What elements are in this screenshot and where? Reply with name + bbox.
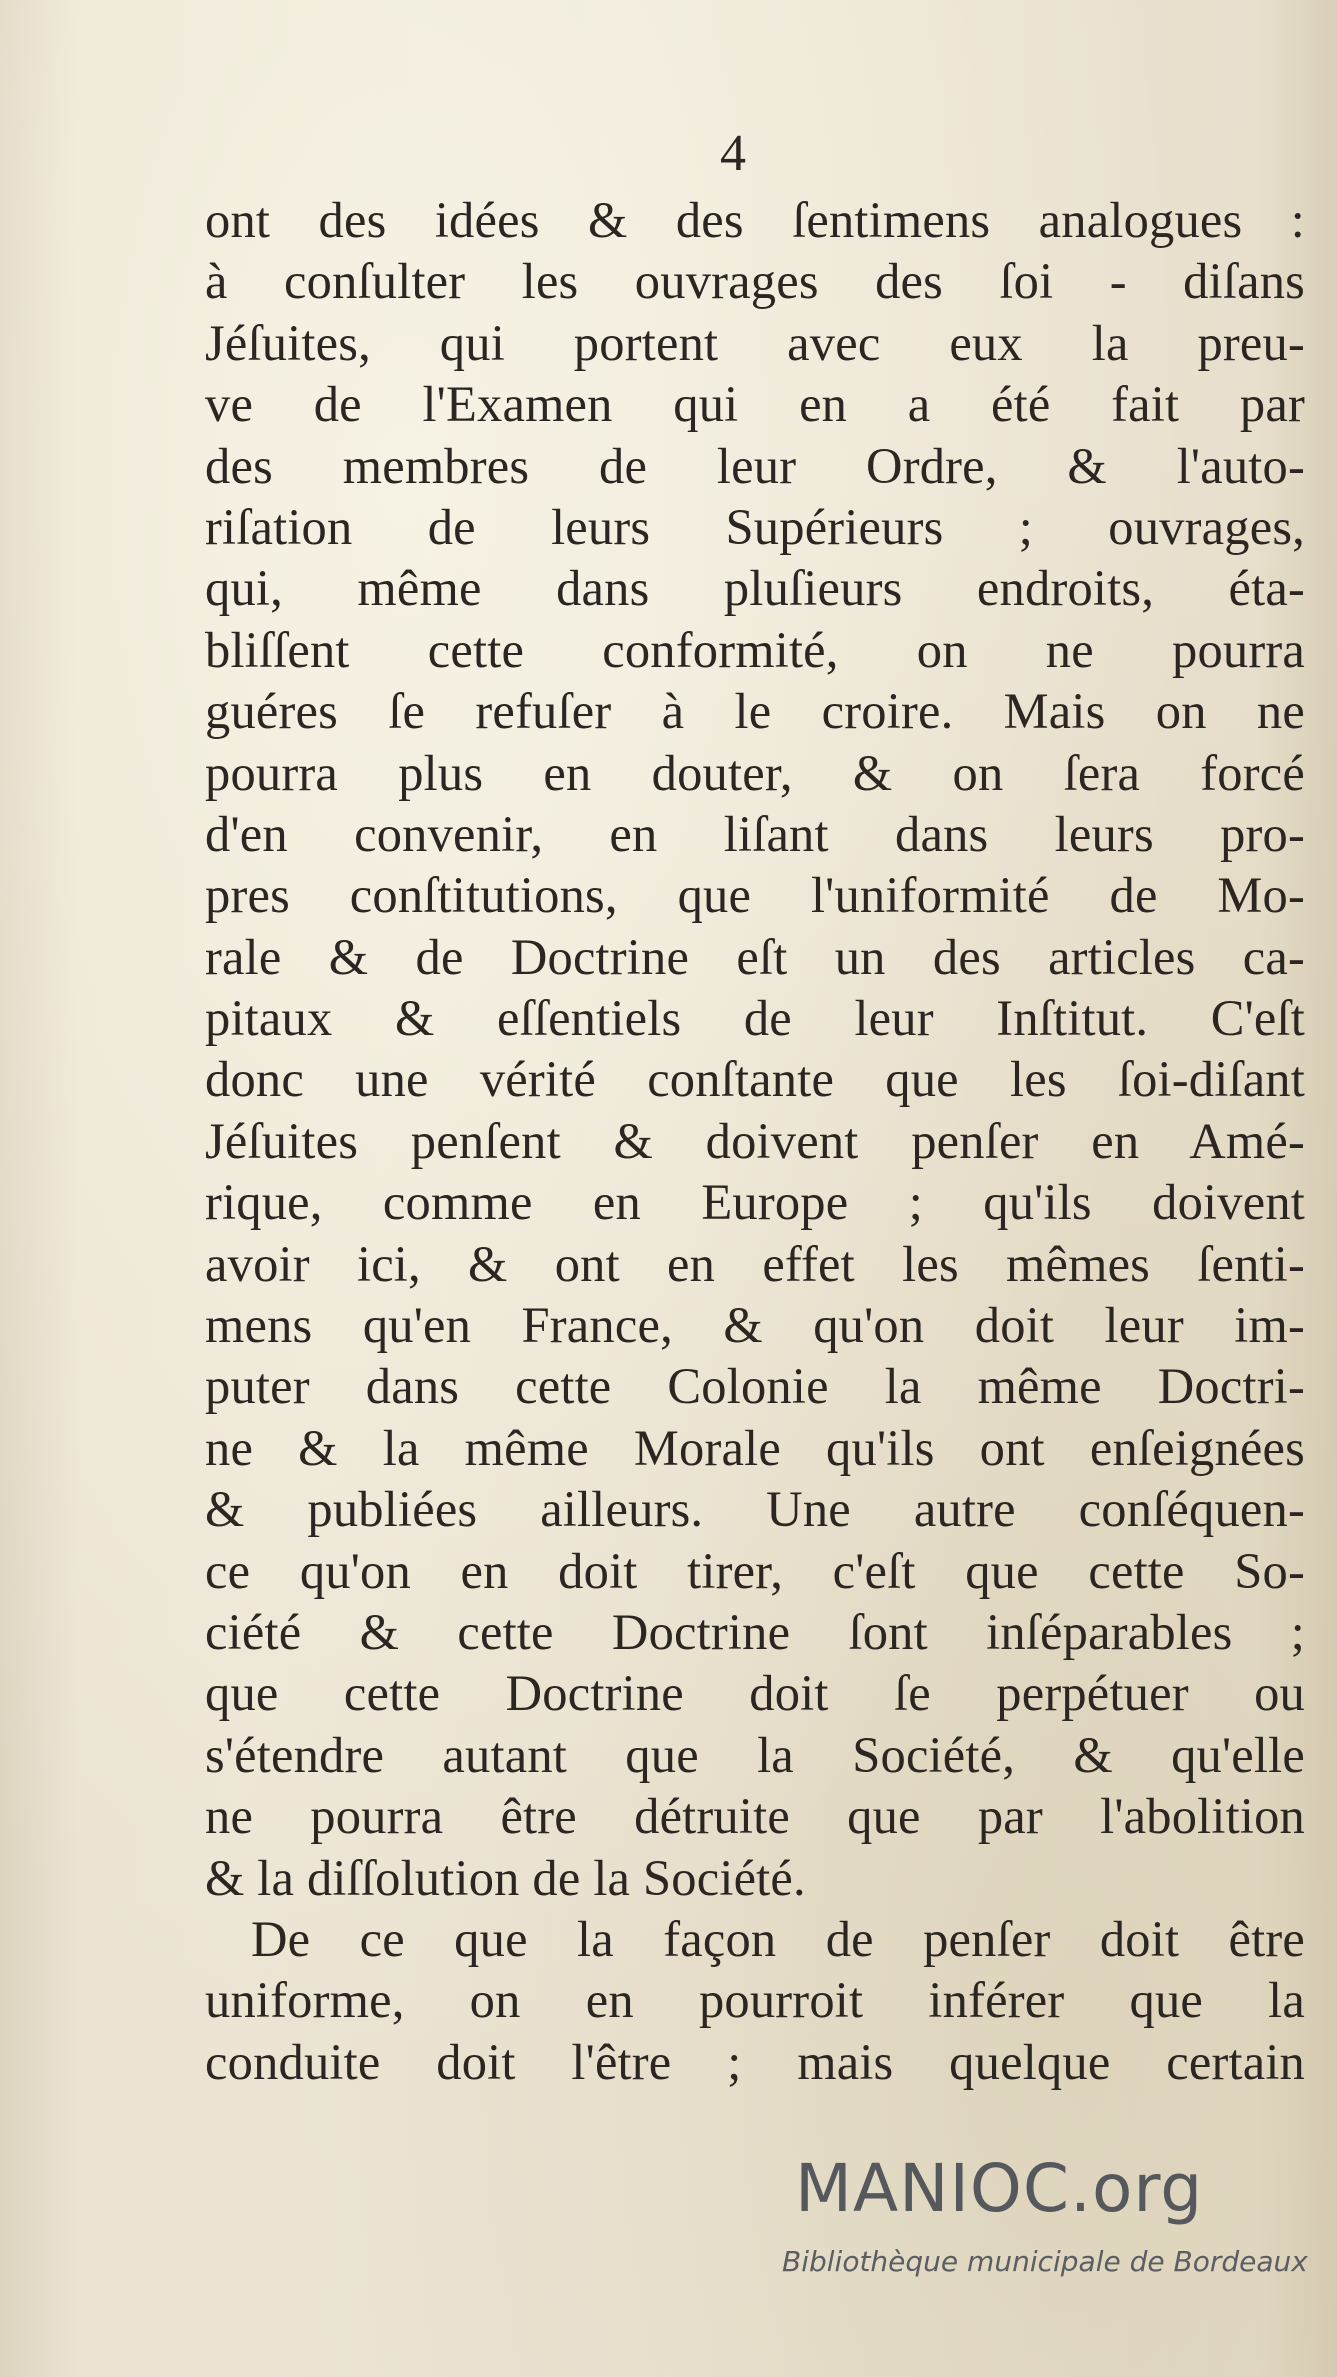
text-line: bliſſent cette conformité, on ne pourra: [205, 621, 1305, 678]
text-line: guéres ſe refuſer à le croire. Mais on ne: [205, 683, 1305, 740]
text-line: donc une vérité conſtante que les ſoi-diſant: [205, 1051, 1305, 1108]
text-line: qui, même dans pluſieurs endroits, éta-: [205, 560, 1305, 617]
text-line: ont des idées & des ſentimens analogues :: [205, 192, 1305, 248]
text-block: [205, 190, 1305, 2093]
text-line: & publiées ailleurs. Une autre conſéquen-: [205, 1481, 1305, 1538]
text-line: pourra plus en douter, & on ſera forcé: [205, 744, 1305, 801]
text-line: que cette Doctrine doit ſe perpétuer ou: [205, 1665, 1305, 1722]
text-line: ce qu'on en doit tirer, c'eſt que cette So-: [205, 1542, 1305, 1599]
text-line: uniforme, on en pourroit inférer que la: [205, 1972, 1305, 2029]
text-line: Jéſuites, qui portent avec eux la preu-: [205, 314, 1305, 371]
text-line: ciété & cette Doctrine ſont inſéparables ;: [205, 1603, 1305, 1660]
text-line: des membres de leur Ordre, & l'auto-: [205, 437, 1305, 494]
text-line: d'en convenir, en liſant dans leurs pro-: [205, 805, 1305, 862]
watermark-subtitle: Bibliothèque municipale de Bordeaux: [782, 2245, 1308, 2278]
text-line: s'étendre autant que la Société, & qu'elle: [205, 1726, 1305, 1783]
text-line: mens qu'en France, & qu'on doit leur im-: [205, 1297, 1305, 1354]
page-number: 4: [720, 125, 746, 182]
text-line: De ce que la façon de penſer doit être: [251, 1910, 1305, 1967]
text-line: ve de l'Examen qui en a été fait par: [205, 376, 1305, 433]
text-line: ne & la même Morale qu'ils ont enſeignées: [205, 1419, 1305, 1476]
text-line: pitaux & eſſentiels de leur Inſtitut. C'eſt: [205, 990, 1305, 1047]
text-line: à conſulter les ouvrages des ſoi - diſans: [205, 253, 1305, 310]
text-line: avoir ici, & ont en effet les mêmes ſenti-: [205, 1235, 1305, 1292]
text-line: conduite doit l'être ; mais quelque certain: [205, 2033, 1305, 2090]
text-line: riſation de leurs Supérieurs ; ouvrages,: [205, 498, 1305, 555]
watermark-logo: MANIOC.org: [795, 2150, 1204, 2227]
watermark: [770, 2150, 1310, 2320]
text-line: ne pourra être détruite que par l'abolition: [205, 1788, 1305, 1845]
text-line: rale & de Doctrine eſt un des articles ca-: [205, 928, 1305, 985]
text-line: pres conſtitutions, que l'uniformité de Mo-: [205, 867, 1305, 924]
text-line: & la diſſolution de la Société.: [205, 1849, 806, 1906]
text-line: Jéſuites penſent & doivent penſer en Amé-: [205, 1112, 1305, 1169]
text-line: puter dans cette Colonie la même Doctri-: [205, 1358, 1305, 1415]
text-line: rique, comme en Europe ; qu'ils doivent: [205, 1174, 1305, 1231]
